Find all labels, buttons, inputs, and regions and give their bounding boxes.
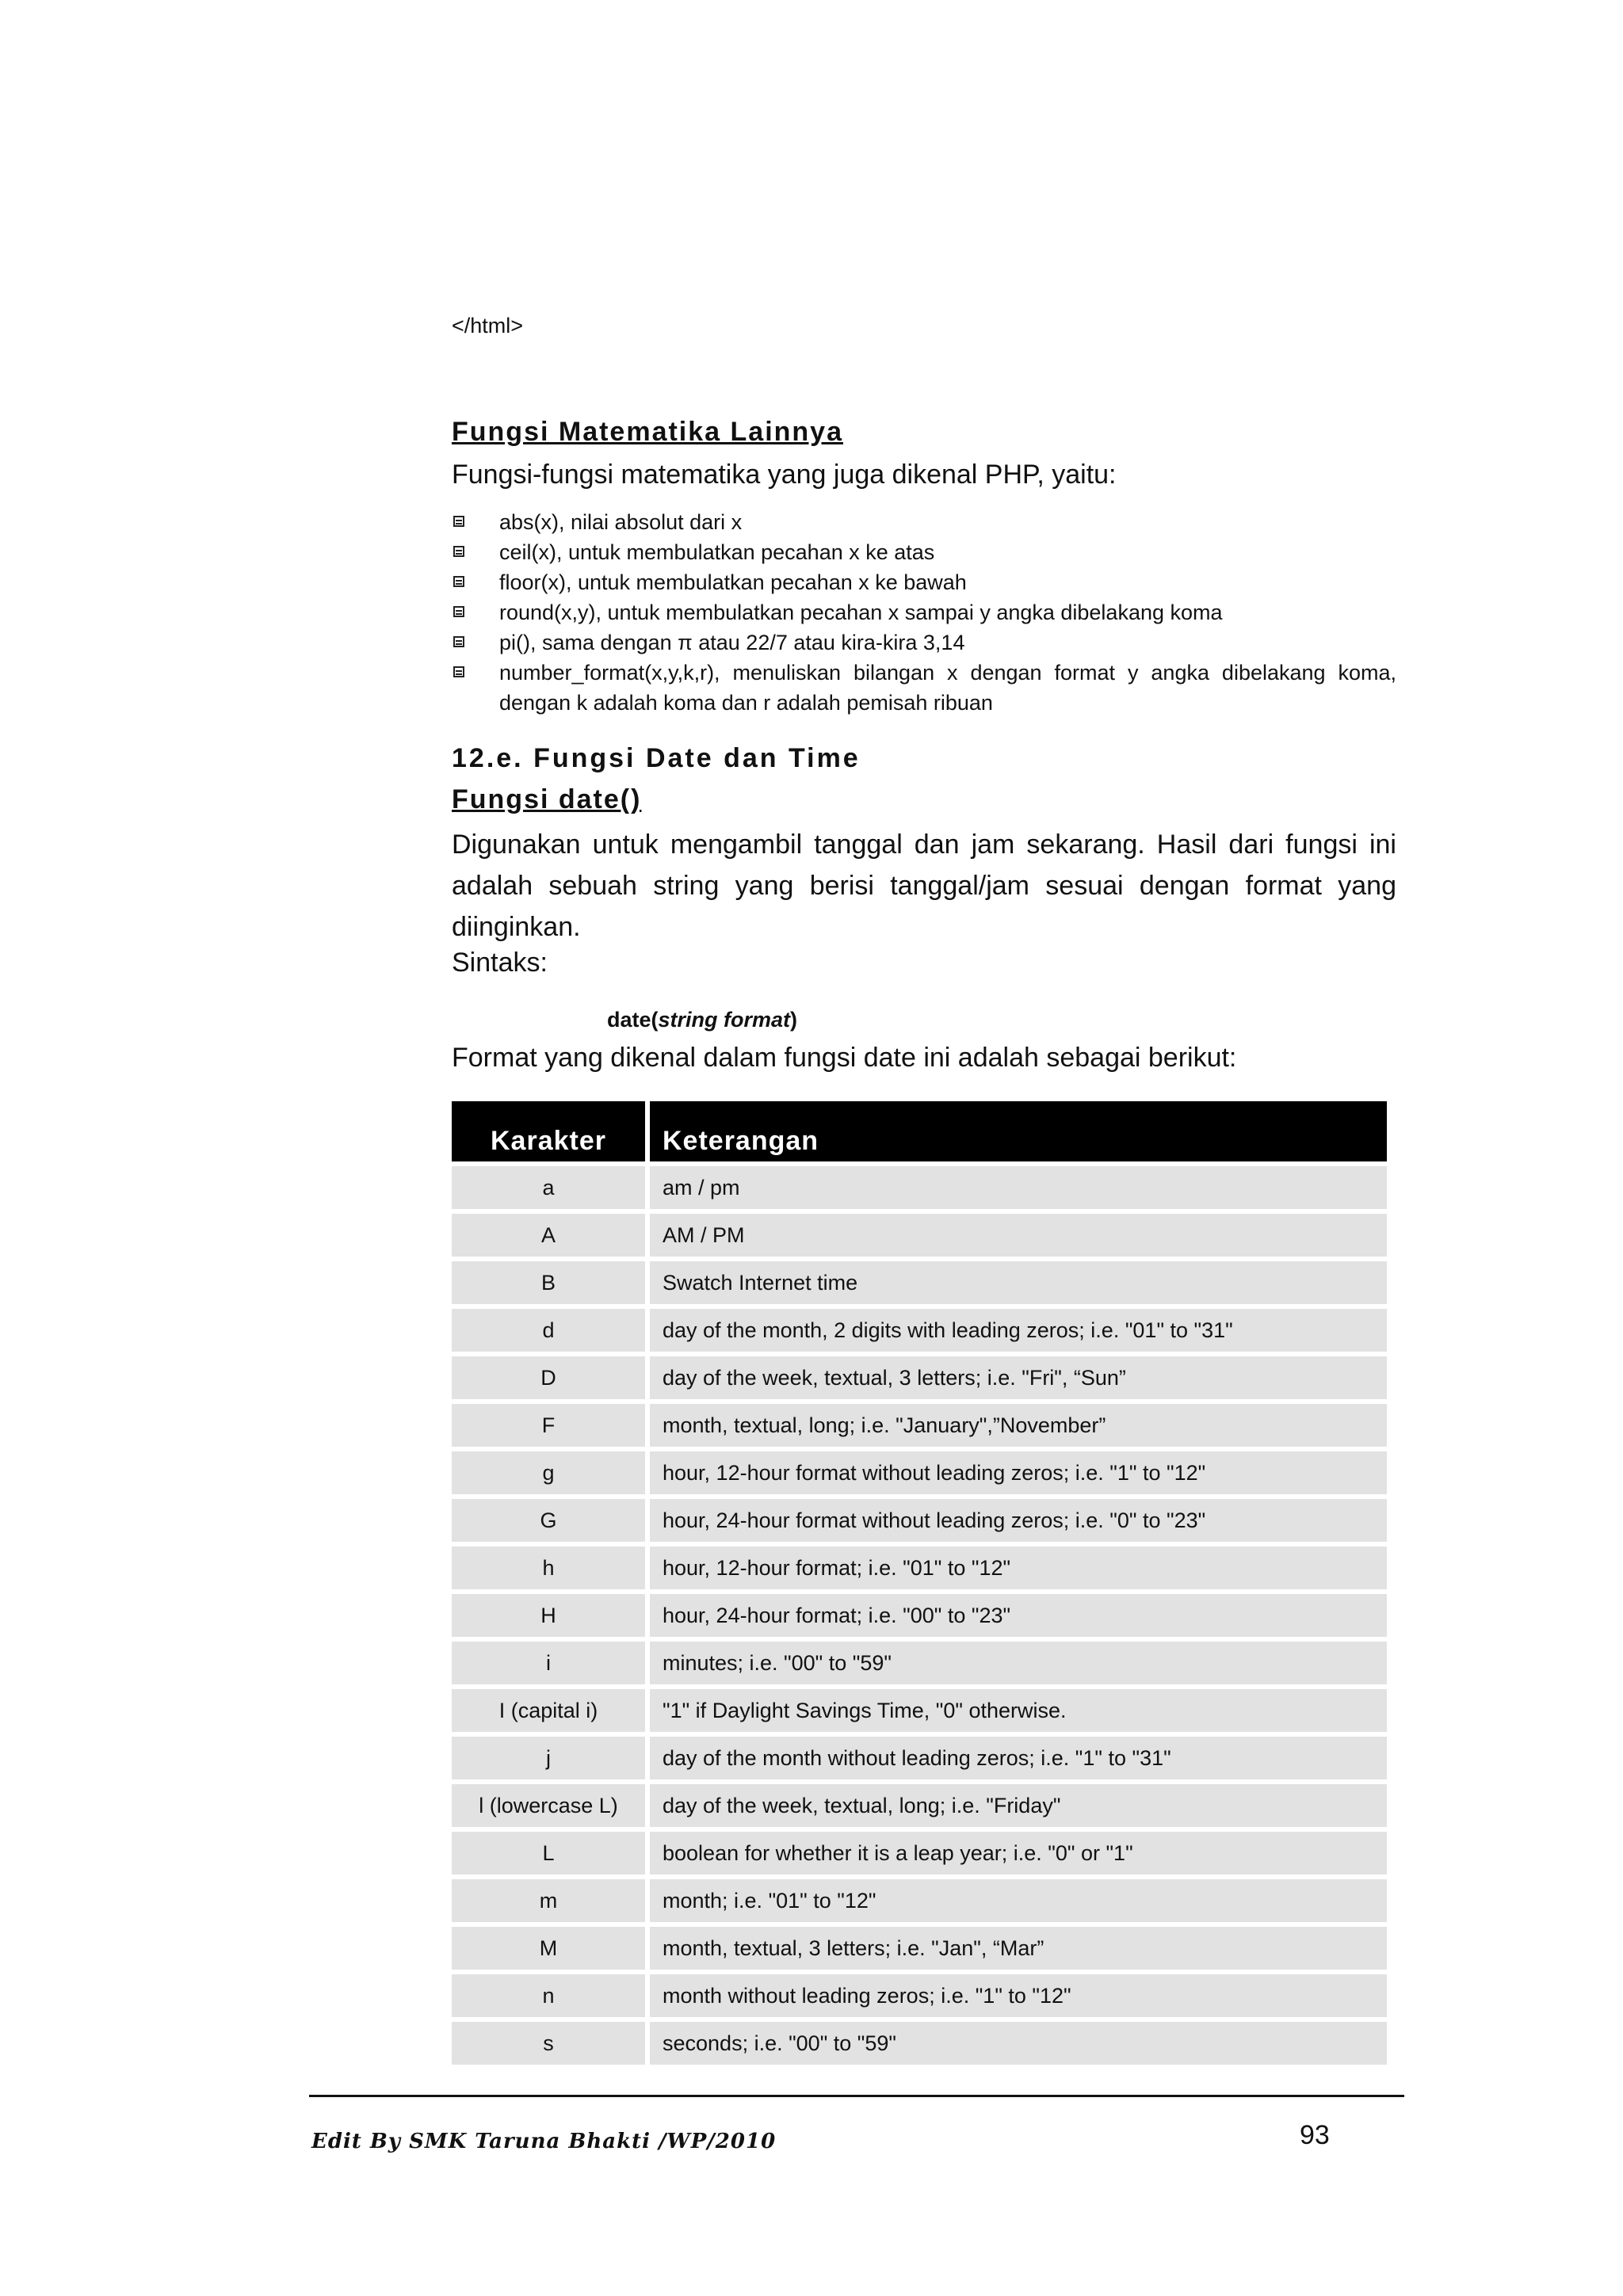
table-row [452, 1684, 1387, 1732]
format-description-cell: month, textual, 3 letters; i.e. "Jan", “Mar” [650, 1922, 1387, 1970]
list-item: number_format(x,y,k,r), menuliskan bilangan x dengan format y angka dibelakang koma, dengan k adalah koma dan r adalah pemisah ribuan [452, 658, 1396, 718]
intro-text: Fungsi-fungsi matematika yang juga dikenal PHP, yaitu: [452, 460, 1117, 490]
format-character-cell: H [452, 1589, 650, 1637]
table-row [452, 1161, 1387, 1209]
syntax-label: Sintaks: [452, 948, 548, 978]
format-character-cell: F [452, 1399, 650, 1447]
bullet-icon [453, 666, 464, 677]
format-character-cell: m [452, 1875, 650, 1922]
format-description-cell: am / pm [650, 1161, 1387, 1209]
format-character-cell: g [452, 1447, 650, 1494]
list-item: pi(), sama dengan π atau 22/7 atau kira-kira 3,14 [452, 627, 1396, 658]
list-item: ceil(x), untuk membulatkan pecahan x ke atas [452, 537, 1396, 567]
format-description-cell: boolean for whether it is a leap year; i.e. "0" or "1" [650, 1827, 1387, 1875]
page-number: 93 [1300, 2120, 1330, 2150]
table-row [452, 1257, 1387, 1304]
format-description-cell: AM / PM [650, 1209, 1387, 1257]
table-row [452, 1922, 1387, 1970]
bullet-icon [453, 516, 464, 527]
format-character-cell: I (capital i) [452, 1684, 650, 1732]
table-row [452, 1542, 1387, 1589]
column-header-karakter: Karakter [452, 1101, 650, 1161]
bullet-icon [453, 636, 464, 647]
format-character-cell: B [452, 1257, 650, 1304]
format-character-cell: D [452, 1352, 650, 1399]
function-list [452, 507, 1396, 718]
format-description-cell: "1" if Daylight Savings Time, "0" otherwise. [650, 1684, 1387, 1732]
section-title: 12.e. Fungsi Date dan Time [452, 743, 861, 773]
format-character-cell: L [452, 1827, 650, 1875]
bullet-icon [453, 576, 464, 587]
format-description-cell: month without leading zeros; i.e. "1" to "12" [650, 1970, 1387, 2017]
bullet-icon [453, 606, 464, 617]
format-description-cell: hour, 24-hour format without leading zeros; i.e. "0" to "23" [650, 1494, 1387, 1542]
format-character-cell: n [452, 1970, 650, 2017]
table-row [452, 1827, 1387, 1875]
table-row [452, 1589, 1387, 1637]
code-closing-tag: </html> [452, 314, 524, 338]
heading-other-math-functions: Fungsi Matematika Lainnya [452, 417, 843, 447]
format-description-cell: day of the month without leading zeros; i.e. "1" to "31" [650, 1732, 1387, 1779]
list-item: round(x,y), untuk membulatkan pecahan x sampai y angka dibelakang koma [452, 597, 1396, 627]
table-row [452, 1875, 1387, 1922]
format-description-cell: minutes; i.e. "00" to "59" [650, 1637, 1387, 1684]
format-description-cell: day of the week, textual, long; i.e. "Friday" [650, 1779, 1387, 1827]
format-description-cell: month; i.e. "01" to "12" [650, 1875, 1387, 1922]
table-row [452, 1209, 1387, 1257]
format-description-cell: month, textual, long; i.e. "January",”November” [650, 1399, 1387, 1447]
format-description-cell: Swatch Internet time [650, 1257, 1387, 1304]
format-character-cell: i [452, 1637, 650, 1684]
footer-rule [309, 2095, 1404, 2097]
description-paragraph: Digunakan untuk mengambil tanggal dan jam sekarang. Hasil dari fungsi ini adalah sebuah string yang berisi tanggal/jam sesuai dengan format yang diinginkan. [452, 830, 1396, 942]
list-item: floor(x), untuk membulatkan pecahan x ke bawah [452, 567, 1396, 597]
table-row [452, 1637, 1387, 1684]
bullet-icon [453, 546, 464, 557]
table-row [452, 2017, 1387, 2065]
table-row [452, 1494, 1387, 1542]
format-description-cell: day of the week, textual, 3 letters; i.e. "Fri", “Sun” [650, 1352, 1387, 1399]
table-header-row [452, 1101, 1387, 1161]
date-format-table [452, 1101, 1387, 2065]
heading-date-function: Fungsi date() [452, 784, 642, 814]
column-header-keterangan: Keterangan [650, 1101, 1387, 1161]
table-row [452, 1447, 1387, 1494]
table-row [452, 1304, 1387, 1352]
format-character-cell: s [452, 2017, 650, 2065]
syntax-code: date(string format) [607, 1008, 798, 1032]
table-row [452, 1779, 1387, 1827]
format-character-cell: l (lowercase L) [452, 1779, 650, 1827]
format-description-cell: hour, 12-hour format without leading zeros; i.e. "1" to "12" [650, 1447, 1387, 1494]
format-character-cell: d [452, 1304, 650, 1352]
table-row [452, 1732, 1387, 1779]
format-description-cell: seconds; i.e. "00" to "59" [650, 2017, 1387, 2065]
table-row [452, 1399, 1387, 1447]
format-intro-text: Format yang dikenal dalam fungsi date ini adalah sebagai berikut: [452, 1043, 1237, 1073]
format-description-cell: hour, 12-hour format; i.e. "01" to "12" [650, 1542, 1387, 1589]
format-character-cell: h [452, 1542, 650, 1589]
list-item: abs(x), nilai absolut dari x [452, 507, 1396, 537]
format-character-cell: A [452, 1209, 650, 1257]
format-character-cell: M [452, 1922, 650, 1970]
footer-credit: Edit By SMK Taruna Bhakti /WP/2010 [311, 2130, 777, 2153]
format-character-cell: G [452, 1494, 650, 1542]
format-description-cell: day of the month, 2 digits with leading zeros; i.e. "01" to "31" [650, 1304, 1387, 1352]
table-row [452, 1970, 1387, 2017]
format-character-cell: j [452, 1732, 650, 1779]
table-row [452, 1352, 1387, 1399]
format-description-cell: hour, 24-hour format; i.e. "00" to "23" [650, 1589, 1387, 1637]
format-character-cell: a [452, 1161, 650, 1209]
